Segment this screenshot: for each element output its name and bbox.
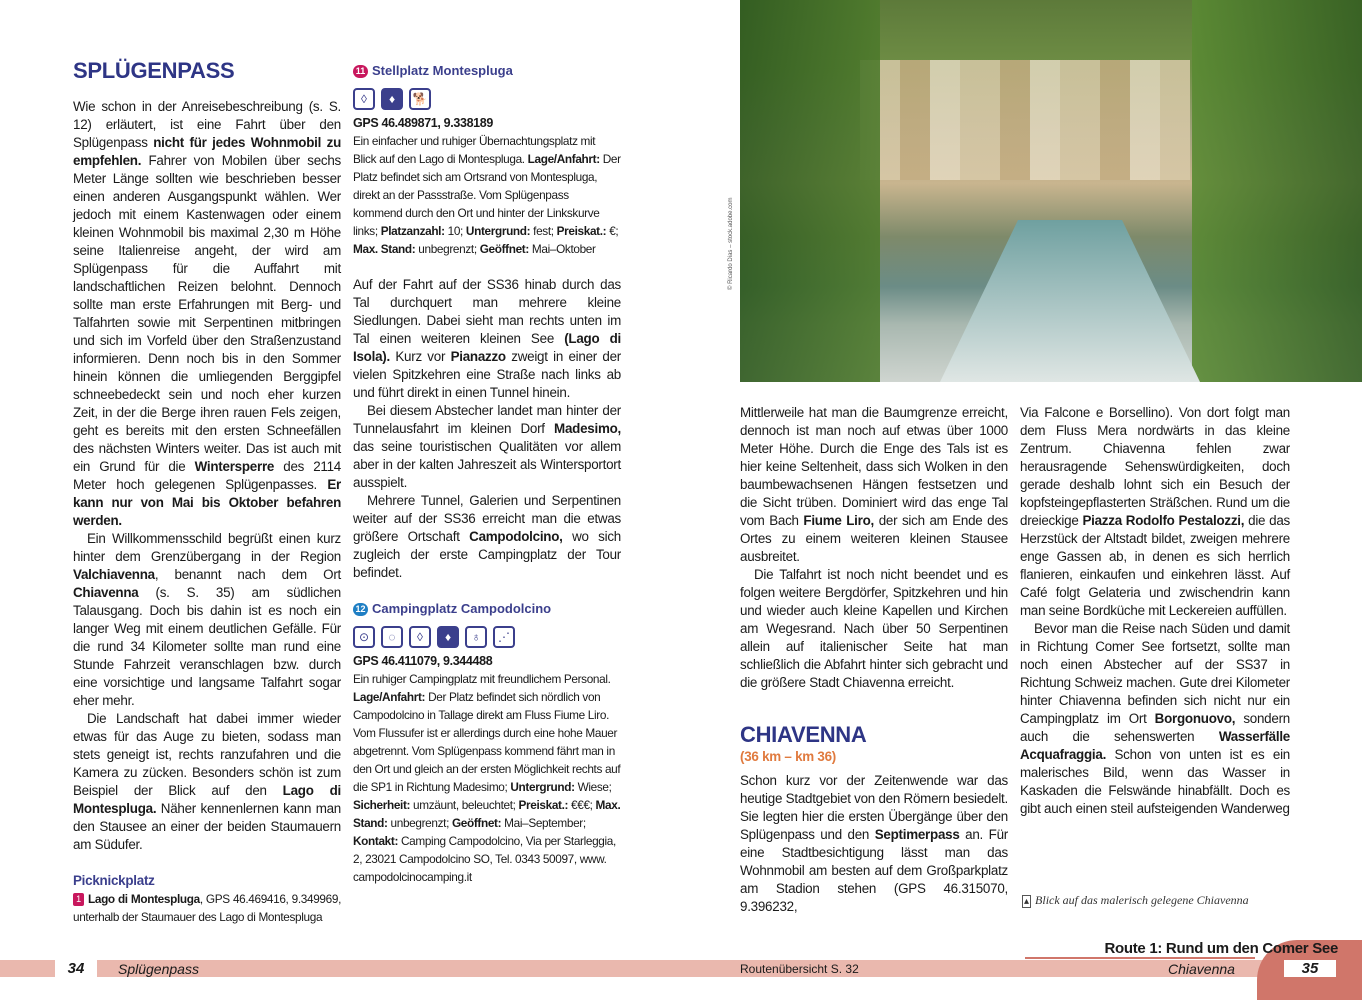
badge-11: 11 [353,65,368,78]
section-subtitle: (36 km – km 36) [740,749,836,764]
bold-text: Geöffnet: [451,816,502,830]
paragraph [353,276,621,402]
footer-band [0,960,1362,977]
picnic-marker-icon: 1 [73,893,84,906]
bold-text: Preiskat.: [518,798,569,812]
toilet-icon: ♁ [465,626,487,648]
picnic-text: , GPS 46.469416, 9.349969, unterhalb der Staumauer des Lago di Montespluga [73,892,341,924]
bold-text: Untergrund: [510,780,575,794]
middle-column [353,62,621,886]
water-drop-icon: ◌ [381,626,403,648]
bold-text: Lago di Montespluga. [73,783,341,816]
pin-outline-icon: ◊ [353,88,375,110]
text-run: des 2114 Meter hoch gelegenen Splügenpasses. [73,459,342,492]
text-run: Kurz vor [389,349,451,364]
bold-text: Wasserfälle Acquafraggia. [1020,729,1290,762]
bold-text: Madesimo, [554,421,621,436]
text-run: Mai–September; [501,816,586,830]
campingplatz-box [353,600,621,886]
text-run: Die Landschaft hat dabei immer wieder etwas für das Auge zu bieten, sodass man stets geneigt ist, rechts ranzufahren und die Kamera zu zücken. Besonders schön ist zum Beispiel der Blick auf den [73,711,341,798]
text-run: Schon kurz vor der Zeitenwende war das heutige Stadtgebiet von den Römern besiedelt. Sie legten hier die ersten Übergänge über den Splügenpass und den [740,773,1008,842]
right-column-2 [1020,404,1290,818]
text-run: Bevor man die Reise nach Süden und damit in Richtung Comer See fortsetzt, sollte man noch einen Abstecher auf der SS37 in Richtung Schweiz machen. Gute drei Kilometer hinter Chiavenna befinden sich nicht nur ein Campingplatz im Ort [1020,621,1290,726]
stellplatz-box [353,62,621,258]
bold-text: Kontakt: [353,834,399,848]
campingplatz-title: Campingplatz Campodolcino [372,601,552,616]
section-title-splugenpass: SPLÜGENPASS [73,58,235,83]
campingplatz-gps: GPS 46.411079, 9.344488 [353,654,493,668]
bold-text: Platzanzahl: [380,224,445,238]
text-run: unbegrenzt; [415,242,480,256]
power-socket-icon: ⊙ [353,626,375,648]
paragraph [73,98,341,530]
paragraph [740,772,1008,916]
bold-text: Campodolcino, [469,529,563,544]
bold-text: Fiume Liro, [803,513,875,528]
route-line [1025,957,1255,959]
text-run: zweigt in einer der vielen Spitzkehren eine Straße nach links ab und führt direkt in einen Tunnel hinein. [353,349,621,400]
right-column-1 [740,404,1008,916]
section-title-chiavenna: CHIAVENNA [740,722,867,747]
paragraph [1020,404,1290,620]
paragraph [740,566,1008,692]
paragraph [73,530,341,710]
paragraph [1020,620,1290,818]
footer-section-left: Splügenpass [118,961,199,977]
stellplatz-title: Stellplatz Montespluga [372,63,513,78]
text-run: das seine touristischen Qualitäten vor allem aber in der kalten Jahreszeit als Wintersportort ausspielt. [353,439,621,490]
text-run: Bei diesem Abstecher landet man hinter der Tunnelausfahrt im kleinen Dorf [353,403,621,436]
bold-text: Geöffnet: [479,242,529,256]
text-run: Der Platz befindet sich nördlich von Campodolcino in Tallage direkt am Fluss Fiume Liro. Vom Flussufer ist er allerdings durch eine hohe Mauer abgetrennt. Vom Splügenpass kommend fährt man in den Ort und gleich an der ersten Möglichkeit rechts auf die SP1 in Richtung Madesimo; [353,690,621,794]
photo-chiavenna [740,0,1362,382]
text-run: Camping Campodolcino, Via per Starleggia, 2, 23021 Campodolcino SO, Tel. 0343 50097, www. campodolcinocamping.it [353,834,616,884]
paragraph [353,492,621,582]
bold-text: Max. Stand: [353,798,621,830]
paragraph [353,402,621,492]
text-run: unbegrenzt; [387,816,452,830]
bold-text: Piazza Rodolfo Pestalozzi, [1082,513,1245,528]
footer-section-right: Chiavenna [1168,961,1235,977]
text-run: Mai–Oktober [528,242,596,256]
photo-caption [1022,893,1249,908]
text-run: €; [606,224,619,238]
campingplatz-text [353,670,621,886]
bold-text: Pianazzo [450,349,506,364]
left-column [73,58,341,926]
text-run: an. Für eine Stadtbesichtigung lässt man das Wohnmobil am besten auf dem Großparkplatz am Stadion stehen (GPS 46.315070, 9.396232, [740,827,1008,914]
picnic-name: Lago di Montespluga [88,892,200,906]
paragraph [73,710,341,854]
shower-icon: ⋰ [493,626,515,648]
text-run: (s. S. 35) am südlichen Talausgang. Doch bis dahin ist es noch ein langer Weg mit einem deutlichen Gefälle. Für die rund 34 Kilometer sollte man rund eine Stunde Fahrzeit veranschlagen bzw. durch eine vorsichtige und langsame Talfahrt sogar eher mehr. [73,585,341,708]
pin-outline-icon: ◊ [409,626,431,648]
bold-text: nicht für jedes Wohnmobil zu empfehlen. [73,135,341,168]
page-number-left: 34 [55,960,97,977]
stellplatz-gps: GPS 46.489871, 9.338189 [353,116,493,130]
bold-text: Er kann nur von Mai bis Oktober befahren werden. [73,477,341,528]
text-run: Der Platz befindet sich am Ortsrand von Montespluga, direkt an der Passstraße. Vom Splügenpass kommend durch den Ort und hinter der Linkskurve links; [353,152,621,238]
text-run: die das Herzstück der Altstadt bildet, zweigen mehrere enge Gassen ab, in denen es sich herrlich flanieren, einkaufen und einkehren lässt. Auf Café folgt Gelateria und zwischendrin kann man seine Bordküche mit Leckereien auffüllen. [1020,513,1290,618]
text-run: Ein ruhiger Campingplatz mit freundlichem Personal. [353,672,611,686]
pin-filled-icon: ♦ [381,88,403,110]
bold-text: Valchiavenna [73,567,155,582]
text-run: Via Falcone e Borsellino). Von dort folgt man dem Fluss Mera nordwärts in das kleine Zentrum. Chiavenna fehlen zwar herausragende Sehenswürdigkeiten, doch gerade deshalb lohnt sich ein Besuch der kopfsteingepflasterten Sträßchen. Rund um die dreieckige [1020,405,1290,528]
badge-12: 12 [353,603,368,616]
bold-text: Borgonuovo, [1154,711,1236,726]
camera-icon: ▴ [1024,896,1030,907]
bold-text: Untergrund: [465,224,531,238]
text-run: Fahrer von Mobilen über sechs Meter Länge sollten wie beschrieben besser einen anderen Ausgangspunkt wählen. Wer jedoch mit einem Kastenwagen oder einem kleinen Wohnmobil bis maximal 2,30 m Höhe seine Italienreise angeht, der wird am Splügenpass für die Auffahrt mit landschaftlichen Reizen belohnt. Dennoch sollte man erste Erfahrungen mit Berg- und Talfahrten sowie mit Serpentinen mitbringen und sich im Vorfeld über den Straßenzustand informieren. Denn noch bis in den Sommer hinein können die umliegenden Berggipfel schneebedeckt sein und noch eher kurzen Zeit, in der die Berge ihren rauen Fels zeigen, geht es bereits mit den ersten Schneefällen des nächsten Winters weiter. Das ist auch mit ein Grund für die [73,153,341,474]
text-run: Auf der Fahrt auf der SS36 hinab durch das Tal durchquert man mehrere kleine Siedlungen. Dabei sieht man rechts unten im Tal einen weiteren kleinen See [353,277,621,346]
body-text [73,98,341,854]
bold-text: Preiskat.: [556,224,607,238]
bold-text: Wintersperre [194,459,275,474]
bold-text: Lage/Anfahrt: [527,152,600,166]
text-run: sondern auch die sehenswerten [1020,711,1290,744]
stellplatz-text [353,132,621,258]
photo-credit: © Ricardo Dias – stock.adobe.com [728,197,734,290]
route-title: Route 1: Rund um den Comer See [1104,940,1338,957]
text-run: umzäunt, beleuchtet; [410,798,519,812]
text-run: 10; [444,224,466,238]
text-run: , benannt nach dem Ort [154,567,341,582]
bold-text: (Lago di Isola). [353,331,621,364]
pin-filled-icon: ♦ [437,626,459,648]
dog-icon: 🐕 [409,88,431,110]
text-run: Ein Willkommensschild begrüßt einen kurz hinter dem Grenzübergang in der Region [73,531,341,564]
bold-text: Lage/Anfahrt: [353,690,426,704]
text-run: fest; [530,224,557,238]
text-run: Näher kennenlernen kann man den Stausee an einer der beiden Staumauern am Südufer. [73,801,341,852]
text-run: Mittlerweile hat man die Baumgrenze erreicht, dennoch ist man noch auf etwas über 1000 Meter Höhe. Durch die Enge des Tals ist es hier keine Seltenheit, dass sich Wolken in den baumbewachsenen Hängen festsetzen und die Sicht trüben. Dominiert wird das enge Tal vom Bach [740,405,1008,528]
text-run: Wiese; [574,780,612,794]
route-overview-link[interactable]: Routenübersicht S. 32 [740,962,859,976]
bold-text: Septimerpass [874,827,960,842]
picnic-heading: Picknickplatz [73,873,155,888]
caption-text: Blick auf das malerisch gelegene Chiavenna [1035,893,1249,907]
bold-text: Sicherheit: [353,798,411,812]
text-run: Schon von unten ist es ein malerisches Bild, wenn das Wasser in Kaskaden die Felswände hinabfällt. Doch es gibt auch einen steil aufsteigenden Wanderweg [1020,747,1290,816]
page-number-right: 35 [1284,960,1336,977]
text-run: €€€; [568,798,596,812]
picnic-entry [73,890,341,926]
text-run: Wie schon in der Anreisebeschreibung (s. S. 12) erläutert, ist eine Fahrt über den Splügenpass [73,99,341,150]
bold-text: Max. Stand: [353,242,416,256]
text-run: wo sich zugleich der erste Campingplatz der Tour befindet. [353,529,621,580]
text-run: Die Talfahrt ist noch nicht beendet und es folgen weitere Bergdörfer, Spitzkehren und hin und wieder auch kleine Kapellen und Kirchen am Wegesrand. Nach über 50 Serpentinen allein auf italienischer Seite hat man schließlich die Abfahrt hinter sich gebracht und die größere Stadt Chiavenna erreicht. [740,567,1008,690]
text-run: der sich am Ende des Ortes zu einem weiteren kleinen Stausee ausbreitet. [740,513,1009,564]
text-run: Ein einfacher und ruhiger Übernachtungsplatz mit Blick auf den Lago di Montespluga. [353,134,596,166]
bold-text: Chiavenna [73,585,139,600]
text-run: Mehrere Tunnel, Galerien und Serpentinen weiter auf der SS36 erreicht man die etwas größere Ortschaft [353,493,621,544]
paragraph [740,404,1008,566]
body-text [353,276,621,582]
